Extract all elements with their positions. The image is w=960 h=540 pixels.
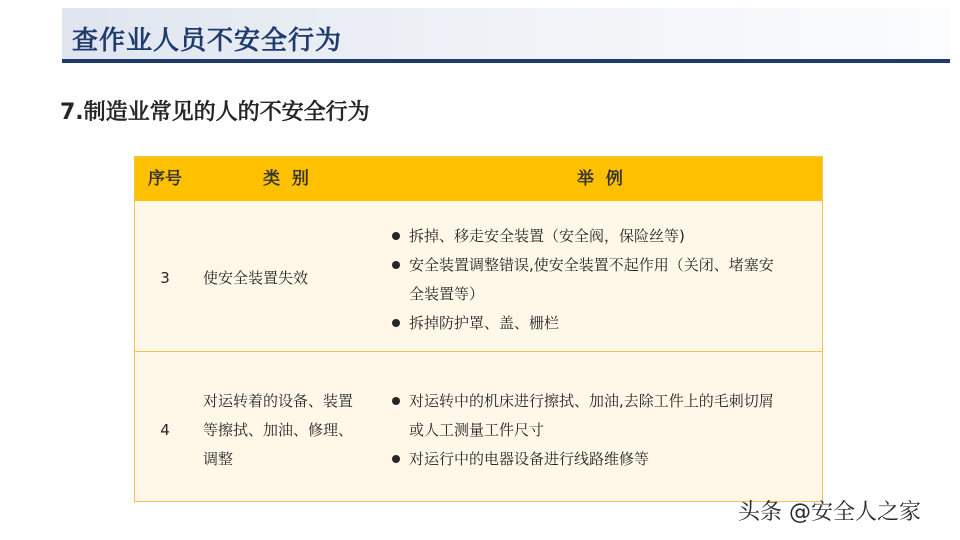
- example-line: 对运转中的机床进行擦拭、加油,去除工件上的毛刺切屑: [409, 392, 774, 410]
- bullet-icon: [392, 261, 400, 269]
- example-list: [391, 222, 811, 338]
- table-header: [135, 157, 822, 201]
- watermark-text: 头条 @安全人之家: [738, 500, 921, 525]
- row-number: 4: [160, 421, 170, 439]
- list-item: [391, 387, 811, 445]
- row-category: [203, 387, 353, 474]
- row-divider: [135, 351, 822, 352]
- page-title: 查作业人员不安全行为: [72, 26, 343, 56]
- row-category: [203, 264, 308, 293]
- example-list: [391, 387, 811, 474]
- bullet-icon: [392, 232, 400, 240]
- column-header-number: 序号: [148, 169, 182, 189]
- example-line: 拆掉防护罩、盖、栅栏: [409, 314, 560, 332]
- example-line: 对运行中的电器设备进行线路维修等: [409, 450, 650, 468]
- example-line: 拆掉、移走安全装置（安全阀，保险丝等): [409, 227, 685, 245]
- column-header-examples: 举 例: [577, 169, 623, 189]
- category-line: 调整: [203, 450, 234, 468]
- example-line: 全装置等）: [409, 285, 485, 303]
- title-underline: [62, 59, 950, 63]
- list-item: [391, 251, 811, 309]
- category-line: 对运转着的设备、装置: [203, 392, 354, 410]
- list-item: [391, 445, 811, 474]
- category-line: 等擦拭、加油、修理、: [203, 421, 354, 439]
- section-subtitle: 7.制造业常见的人的不安全行为: [60, 100, 370, 125]
- unsafe-behavior-table: [134, 156, 823, 502]
- bullet-icon: [392, 319, 400, 327]
- list-item: [391, 309, 811, 338]
- example-line: 或人工测量工件尺寸: [409, 421, 545, 439]
- title-bar: [62, 8, 950, 62]
- bullet-icon: [392, 455, 400, 463]
- list-item: [391, 222, 811, 251]
- row-number: 3: [160, 269, 170, 287]
- column-header-category: 类 别: [263, 169, 309, 189]
- bullet-icon: [392, 397, 400, 405]
- category-line: 使安全装置失效: [203, 269, 309, 287]
- example-line: 安全装置调整错误,使安全装置不起作用（关闭、堵塞安: [409, 256, 774, 274]
